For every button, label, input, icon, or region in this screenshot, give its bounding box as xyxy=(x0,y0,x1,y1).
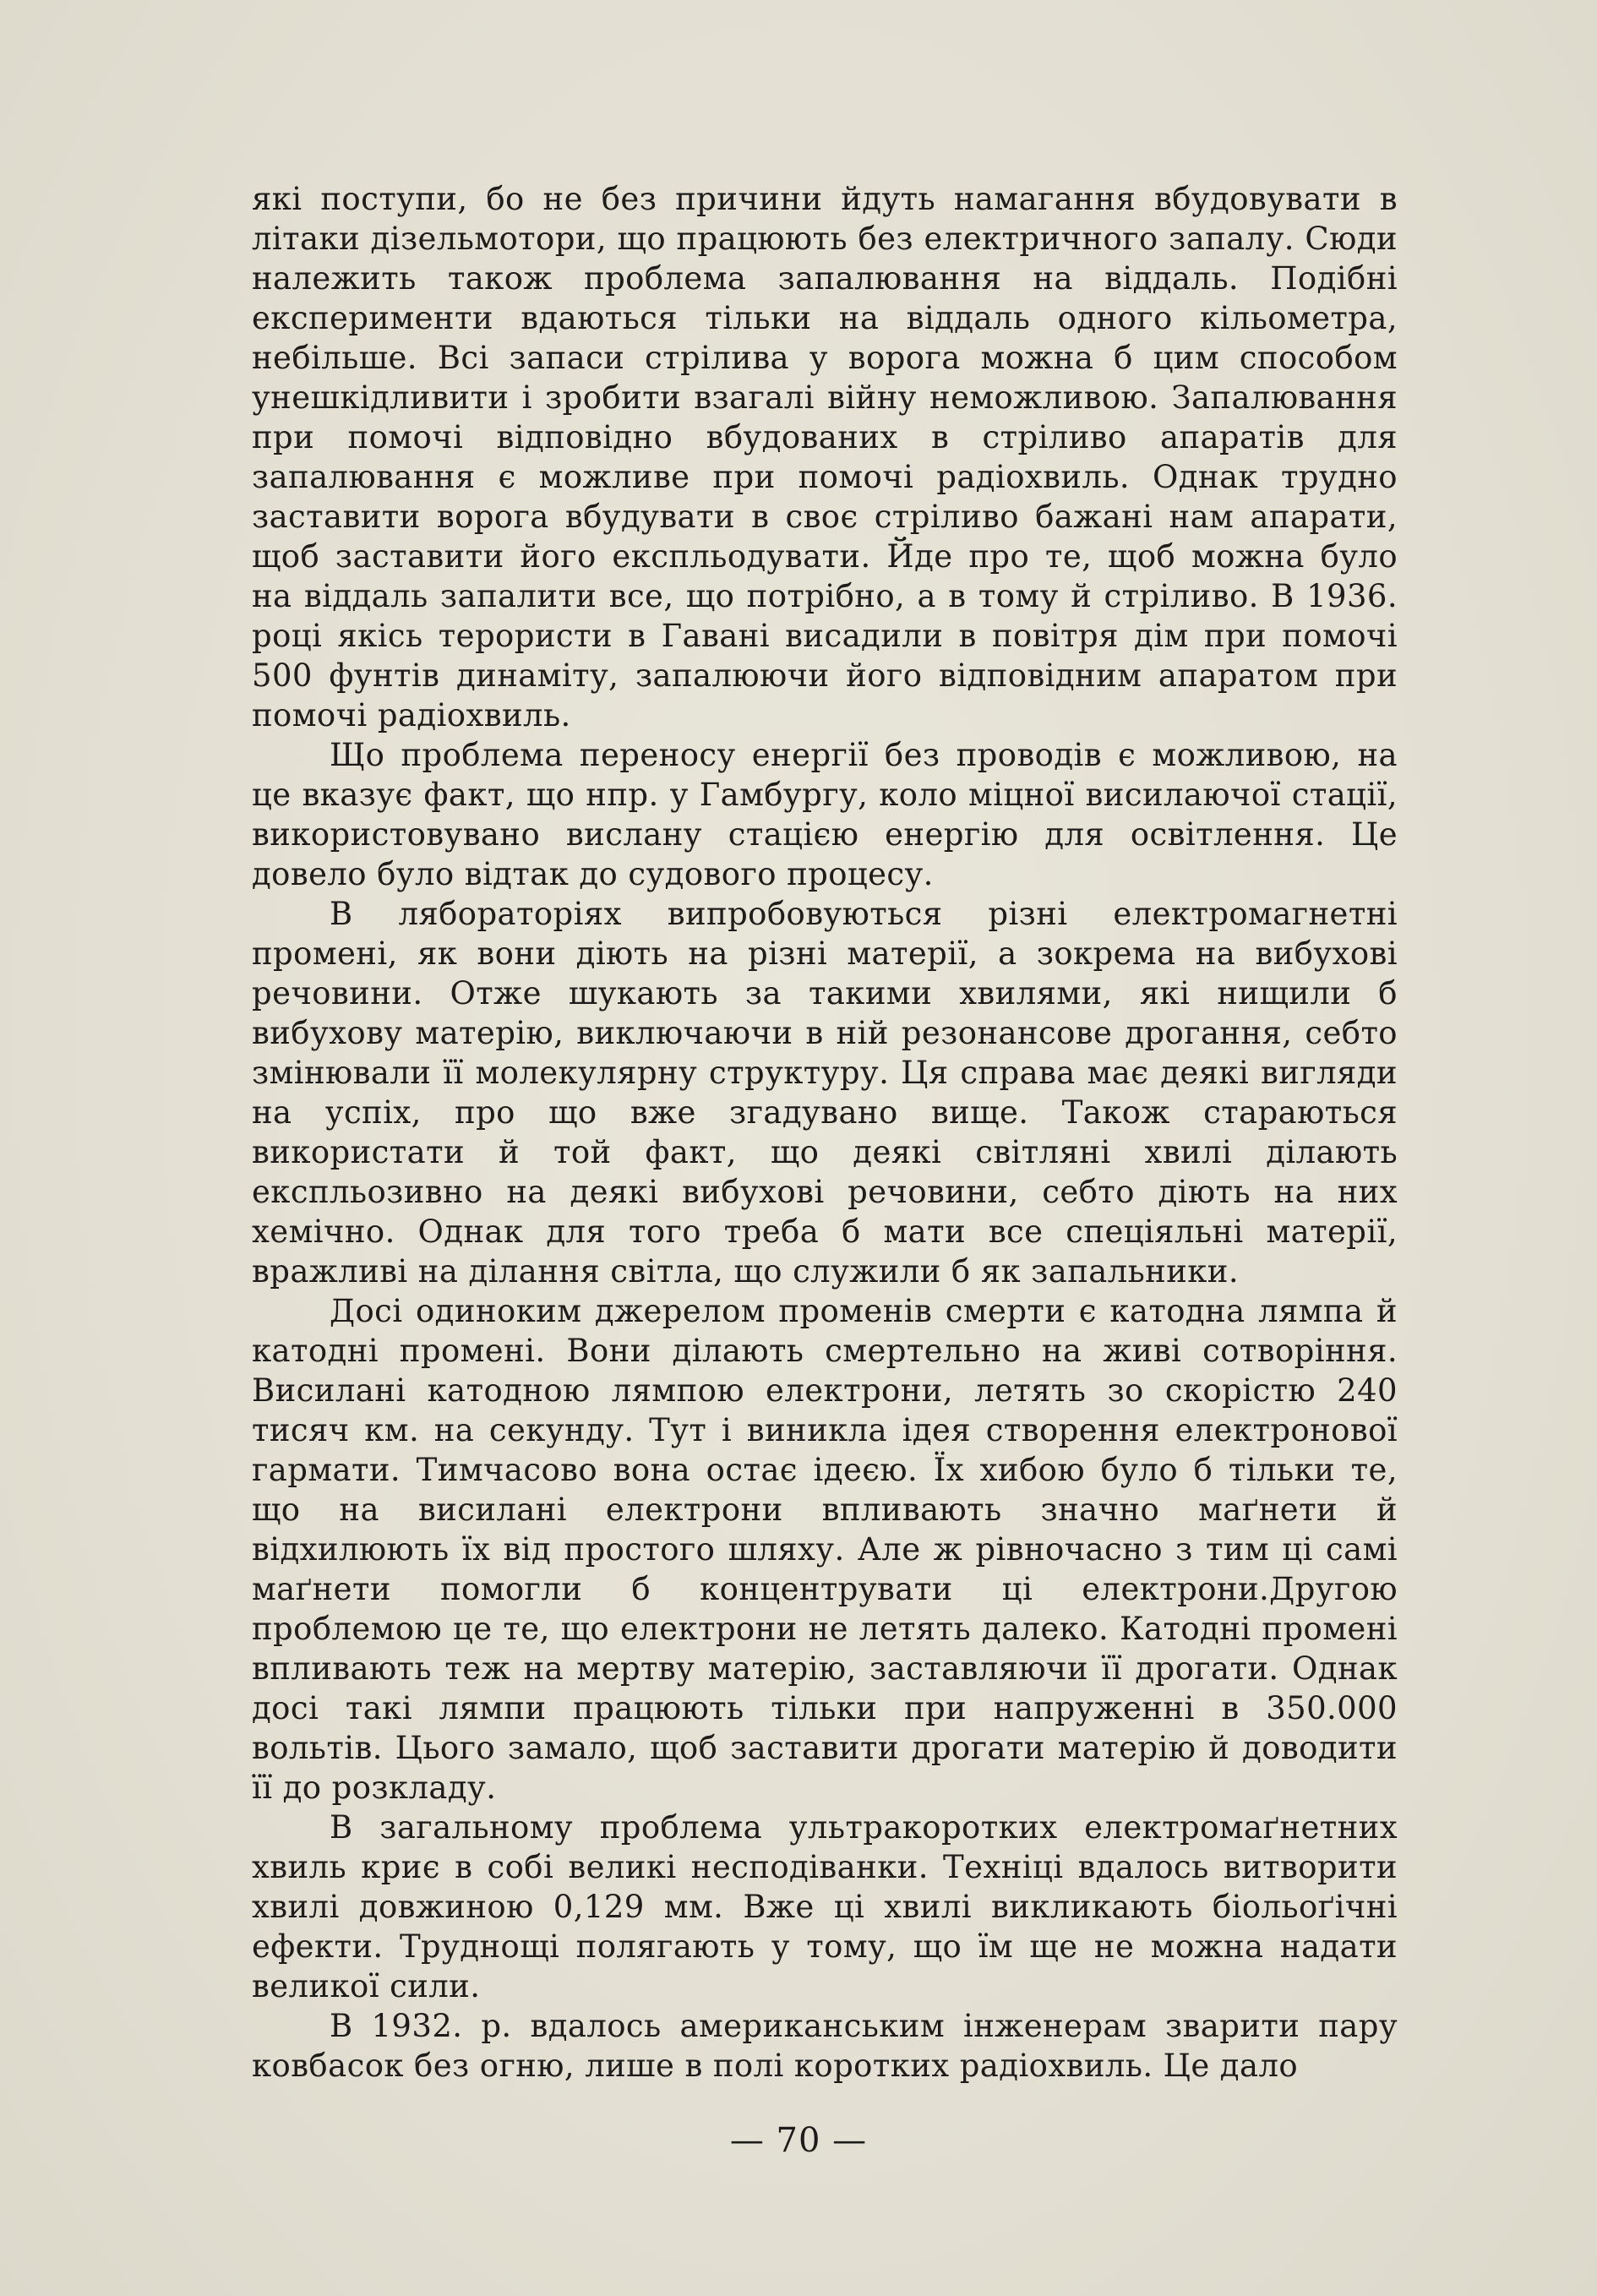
paragraph-2: Що проблема переносу енергії без проводів є можливою, на це вказує факт, що нпр. у Гамбургу, коло міцної висилаючої стації, використовувано вислану стацією енергію для освітлення. Це довело було відтак до судового процесу. xyxy=(252,737,1398,892)
paragraph-1: які поступи, бо не без причини йдуть намагання вбудовувати в літаки дізельмотори, що працюють без електричного запалу. Сюди належить також проблема запалювання на віддаль. Подібні експерименти вдаються тільки на віддаль одного кільометра, небільше. Всі запаси стрілива у ворога можна б цим способом унешкідливити і зробити взагалі війну неможливою. Запалювання при помочі відповідно вбудованих в стріливо апаратів для запалювання є можливе при помочі радіохвиль. Однак трудно заставити ворога вбудувати в своє стріливо бажані нам апарати, щоб заставити його експльодувати. Йде про те, щоб можна було на віддаль запалити все, що потрібно, а в тому й стріливо. В 1936. році якісь терористи в Гавані висадили в повітря дім при помочі 500 фунтів динаміту, запалюючи його відповідним апаратом при помочі радіохвиль. xyxy=(252,181,1398,734)
paragraph-4: Досі одиноким джерелом променів смерти є катодна лямпа й катодні промені. Вони ділають смертельно на живі сотворіння. Висилані катодною лямпою електрони, летять зо скорістю 240 тисяч км. на секунду. Тут і виникла ідея створення електронової гармати. Тимчасово вона остає ідеєю. Їх хибою було б тільки те, що на висилані електрони впливають значно маґнети й відхилюють їх від простого шляху. Але ж рівночасно з тим ці самі маґнети помогли б концентрувати ці електрони.Другою проблемою це те, що електрони не летять далеко. Катодні промені впливають теж на мертву матерію, заставляючи її дрогати. Однак досі такі лямпи працюють тільки при напруженні в 350.000 вольтів. Цього замало, щоб заставити дрогати матерію й доводити її до розкладу. xyxy=(252,1293,1398,1806)
page-number: — 70 — xyxy=(729,2121,868,2160)
paragraph-3: В ляборaторіях випробовуються різні електромагнетні промені, як вони діють на різні матерії, а зокрема на вибухові речовини. Отже шукають за такими хвилями, які нищили б вибухову матерію, виключаючи в ній резонансове дрогання, себто змінювали її молекулярну структуру. Ця справа має деякі вигляди на успіх, про що вже згадувано вище. Також стараються використати й той факт, що деякі світляні хвилі ділають експльозивно на деякі вибухові речовини, себто діють на них хемічно. Однак для того треба б мати все спеціяльні матерії, вражливі на ділання світла, що служили б як запальники. xyxy=(252,896,1398,1290)
paragraph-6: В 1932. р. вдалось американським інженерам зварити пару ковбасок без огню, лише в полі коротких радіохвиль. Це дало xyxy=(252,2008,1398,2084)
body-text xyxy=(252,179,1398,2086)
paragraph-5: В загальному проблема ультракоротких електромаґнетних хвиль криє в собі великі несподіванки. Техніці вдалось витворити хвилі довжиною 0,129 мм. Вже ці хвилі викликають біольоґічні ефекти. Труднощі полягають у тому, що їм ще не можна надати великої сили. xyxy=(252,1809,1398,2004)
